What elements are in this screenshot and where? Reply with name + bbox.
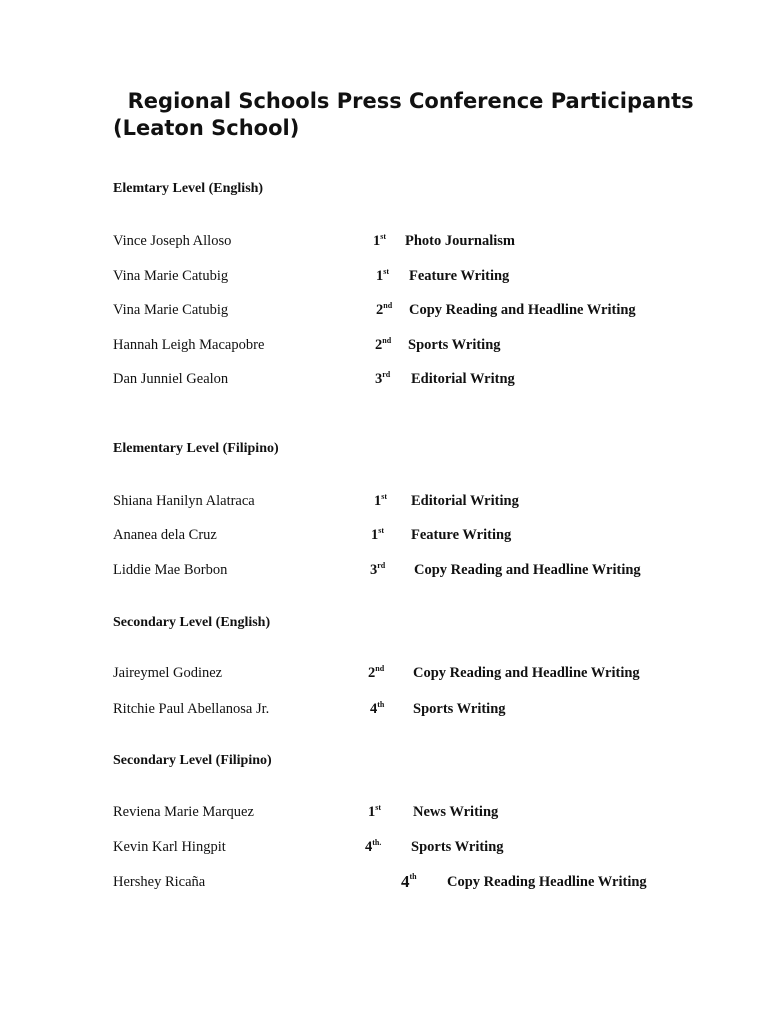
contest-category: Sports Writing <box>411 839 504 855</box>
placement <box>365 839 381 856</box>
placement-suffix: rd <box>377 561 386 570</box>
placement-number: 1 <box>374 493 382 509</box>
participant-name: Vina Marie Catubig <box>113 268 229 284</box>
participant-row <box>0 874 768 894</box>
placement-suffix: nd <box>383 301 393 310</box>
placement-suffix: nd <box>382 336 392 345</box>
contest-category: Feature Writing <box>411 527 512 543</box>
placement <box>376 268 389 285</box>
participant-name: Jaireymel Godinez <box>113 665 223 681</box>
participant-name: Ananea dela Cruz <box>113 527 217 543</box>
participant-name: Dan Junniel Gealon <box>113 371 229 387</box>
placement-suffix: th <box>409 872 417 881</box>
participant-row <box>0 302 768 322</box>
participant-row <box>0 371 768 391</box>
placement-suffix: st <box>375 803 382 812</box>
contest-category: Editorial Writng <box>411 371 515 387</box>
placement-suffix: th <box>377 700 385 709</box>
participant-name: Hannah Leigh Macapobre <box>113 337 265 353</box>
placement <box>368 804 381 821</box>
section-heading-elementary-english: Elemtary Level (English) <box>113 181 264 196</box>
placement-number: 3 <box>370 562 378 578</box>
contest-category: News Writing <box>413 804 499 820</box>
contest-category: Sports Writing <box>408 337 501 353</box>
placement-number: 1 <box>376 268 384 284</box>
participant-row <box>0 493 768 513</box>
placement <box>370 562 385 579</box>
placement-number: 1 <box>368 804 376 820</box>
placement-suffix: st <box>380 232 387 241</box>
placement-number: 1 <box>373 233 381 249</box>
placement <box>401 872 417 892</box>
section-heading-elementary-filipino: Elementary Level (Filipino) <box>113 441 279 456</box>
placement-suffix: rd <box>382 370 391 379</box>
participant-name: Liddie Mae Borbon <box>113 562 228 578</box>
participant-row <box>0 562 768 582</box>
contest-category: Editorial Writing <box>411 493 519 509</box>
participant-name: Vina Marie Catubig <box>113 302 229 318</box>
section-heading-secondary-filipino: Secondary Level (Filipino) <box>113 753 272 768</box>
placement-suffix: st <box>381 492 388 501</box>
contest-category: Sports Writing <box>413 701 506 717</box>
document-title: Regional Schools Press Conference Participants (Leaton School) <box>113 89 701 140</box>
participant-row <box>0 527 768 547</box>
placement <box>375 337 391 354</box>
contest-category: Copy Reading and Headline Writing <box>413 665 640 681</box>
placement-number: 1 <box>371 527 379 543</box>
section-heading-secondary-english: Secondary Level (English) <box>113 615 271 630</box>
placement-suffix: th. <box>372 838 382 847</box>
participant-row <box>0 665 768 685</box>
placement-suffix: nd <box>375 664 385 673</box>
contest-category: Copy Reading Headline Writing <box>447 874 647 890</box>
contest-category: Photo Journalism <box>405 233 515 249</box>
contest-category: Feature Writing <box>409 268 510 284</box>
placement-number: 2 <box>375 337 383 353</box>
placement <box>374 493 387 510</box>
placement-number: 2 <box>376 302 384 318</box>
contest-category: Copy Reading and Headline Writing <box>409 302 636 318</box>
participant-row <box>0 701 768 721</box>
placement-suffix: st <box>383 267 390 276</box>
participant-name: Hershey Ricaña <box>113 874 206 890</box>
participant-row <box>0 337 768 357</box>
placement-number: 2 <box>368 665 376 681</box>
placement <box>371 527 384 544</box>
placement <box>370 701 384 718</box>
participant-row <box>0 839 768 859</box>
placement-number: 3 <box>375 371 383 387</box>
placement-suffix: st <box>378 526 385 535</box>
participant-name: Reviena Marie Marquez <box>113 804 254 820</box>
placement <box>375 371 390 388</box>
participant-name: Ritchie Paul Abellanosa Jr. <box>113 701 270 717</box>
placement <box>376 302 392 319</box>
participant-name: Kevin Karl Hingpit <box>113 839 226 855</box>
participant-row <box>0 268 768 288</box>
participant-name: Vince Joseph Alloso <box>113 233 232 249</box>
contest-category: Copy Reading and Headline Writing <box>414 562 641 578</box>
placement-number: 4 <box>365 839 373 855</box>
participant-row <box>0 233 768 253</box>
participant-row <box>0 804 768 824</box>
placement <box>373 233 386 250</box>
placement-number: 4 <box>401 872 410 891</box>
placement-number: 4 <box>370 701 378 717</box>
participant-name: Shiana Hanilyn Alatraca <box>113 493 255 509</box>
placement <box>368 665 384 682</box>
